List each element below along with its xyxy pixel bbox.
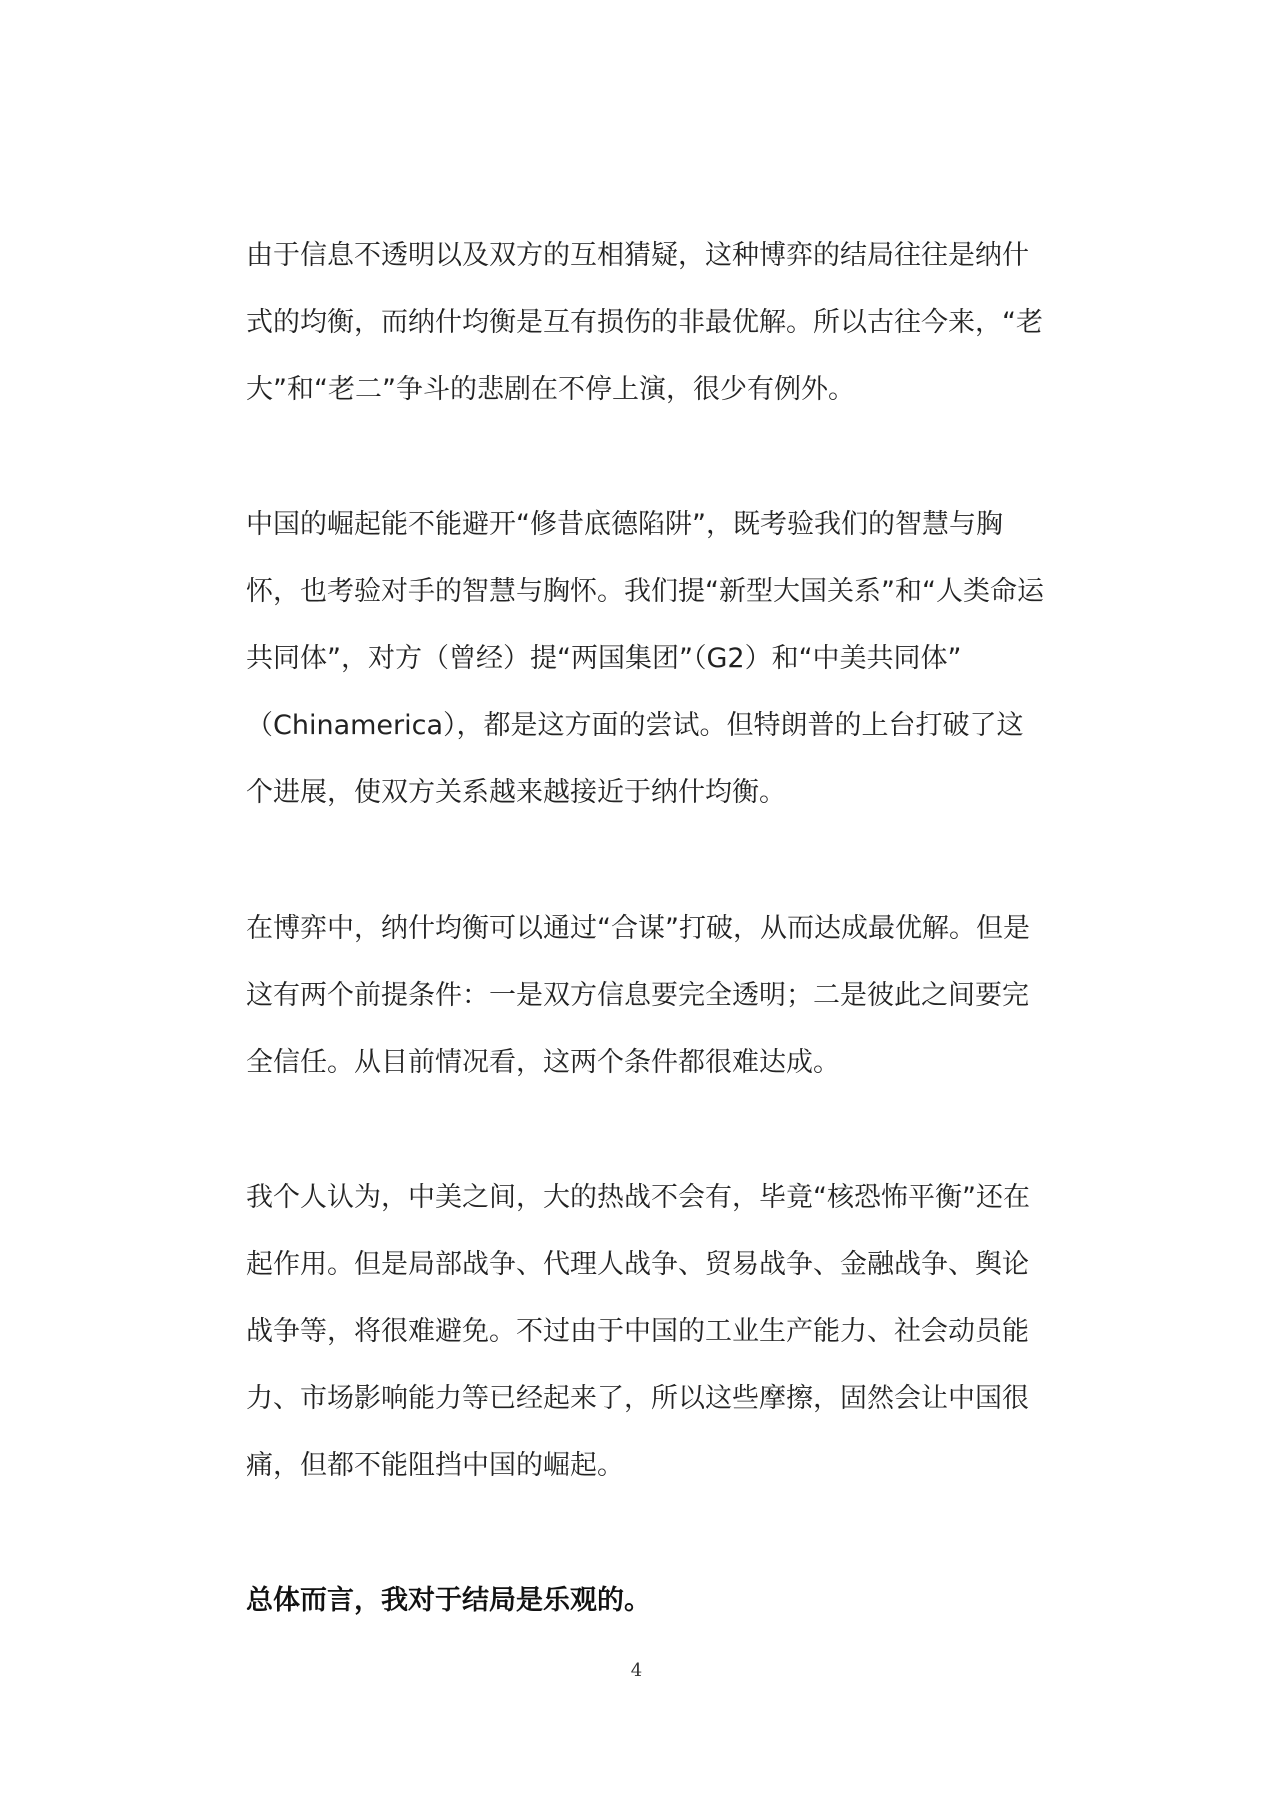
paragraph-personal-view bbox=[246, 1164, 1036, 1499]
text-line: 在博弈中，纳什均衡可以通过“合谋”打破，从而达成最优解。但是 bbox=[246, 913, 1030, 944]
paragraph-nash-equilibrium bbox=[246, 222, 1043, 423]
text-line: 战争等，将很难避免。不过由于中国的工业生产能力、社会动员能 bbox=[246, 1316, 1029, 1347]
text-line: 全信任。从目前情况看，这两个条件都很难达成。 bbox=[246, 1047, 840, 1078]
paragraph-conclusion bbox=[246, 1567, 1036, 1634]
text-line: 共同体”，对方（曾经）提“两国集团”（G2）和“中美共同体” bbox=[246, 643, 962, 674]
paragraph-collusion bbox=[246, 895, 1036, 1096]
page-number: 4 bbox=[630, 1660, 643, 1681]
text-line: 起作用。但是局部战争、代理人战争、贸易战争、金融战争、舆论 bbox=[246, 1249, 1029, 1280]
text-line: 这有两个前提条件：一是双方信息要完全透明；二是彼此之间要完 bbox=[246, 980, 1029, 1011]
text-line: 我个人认为，中美之间，大的热战不会有，毕竟“核恐怖平衡”还在 bbox=[246, 1182, 1030, 1213]
text-line: 由于信息不透明以及双方的互相猜疑，这种博弈的结局往往是纳什 bbox=[246, 240, 1029, 271]
text-line: 个进展，使双方关系越来越接近于纳什均衡。 bbox=[246, 777, 786, 808]
text-line: 式的均衡，而纳什均衡是互有损伤的非最优解。所以古往今来，“老 bbox=[246, 307, 1043, 338]
text-line: （Chinamerica），都是这方面的尝试。但特朗普的上台打破了这 bbox=[246, 710, 1024, 741]
text-line: 怀，也考验对手的智慧与胸怀。我们提“新型大国关系”和“人类命运 bbox=[246, 576, 1044, 607]
text-line: 力、市场影响能力等已经起来了，所以这些摩擦，固然会让中国很 bbox=[246, 1383, 1029, 1414]
text-line: 中国的崛起能不能避开“修昔底德陷阱”，既考验我们的智慧与胸 bbox=[246, 509, 1003, 540]
paragraph-thucydides-trap bbox=[246, 491, 1044, 826]
text-line: 痛，但都不能阻挡中国的崛起。 bbox=[246, 1450, 624, 1481]
text-line: 大”和“老二”争斗的悲剧在不停上演，很少有例外。 bbox=[246, 374, 855, 405]
text-line: 总体而言，我对于结局是乐观的。 bbox=[246, 1585, 651, 1616]
